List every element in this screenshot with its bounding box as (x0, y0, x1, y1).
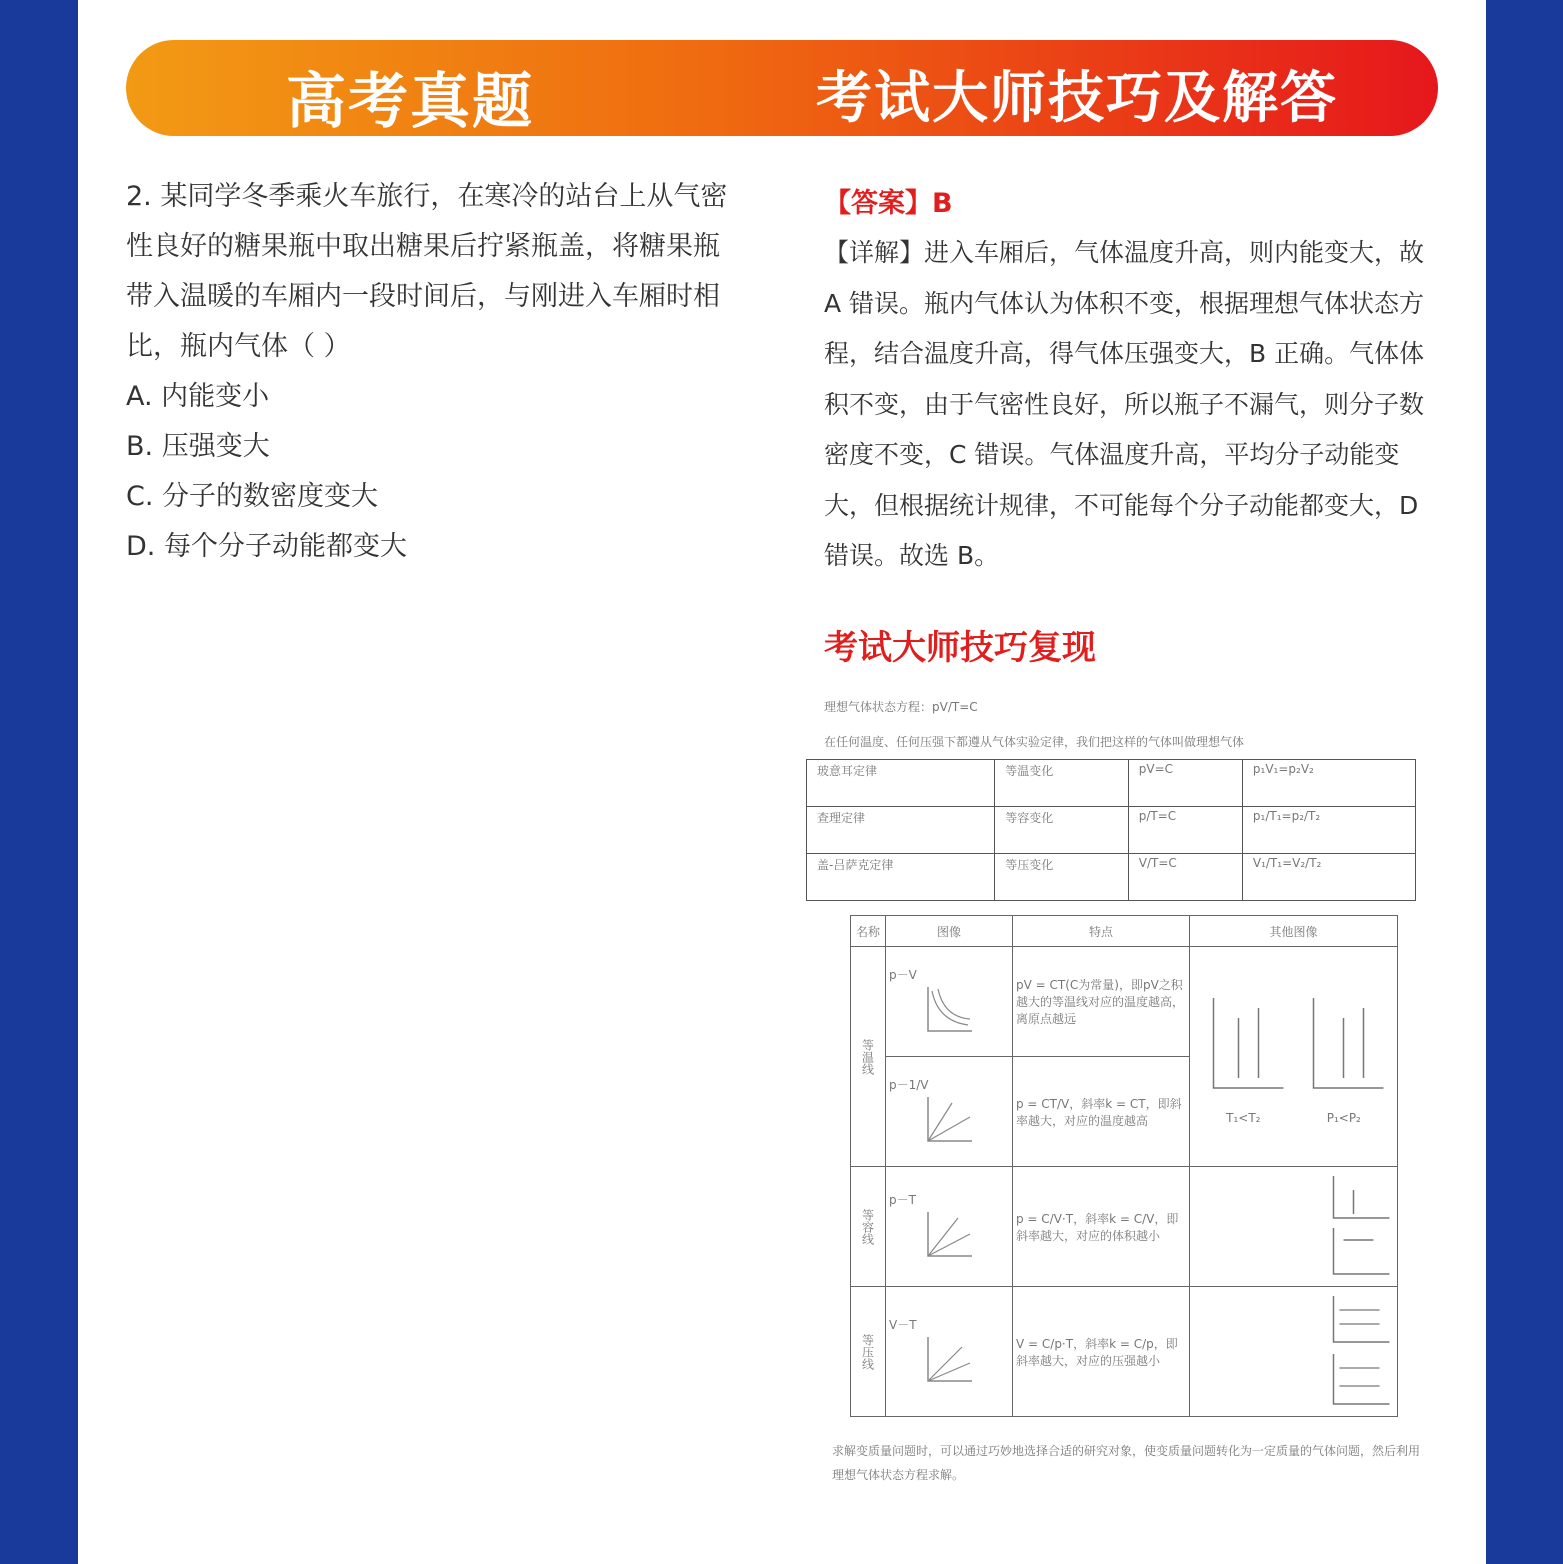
gas-graph-table (850, 915, 1398, 1417)
table-cell: p₁/T₁=p₂/T₂ (1242, 807, 1415, 854)
isobaric-other-graphs (1193, 1290, 1394, 1410)
page (78, 0, 1486, 1564)
table-row (807, 807, 1416, 854)
table-row (807, 760, 1416, 807)
axis-label: p－T (889, 1193, 916, 1207)
table-row (851, 1287, 1398, 1417)
feature-cell: p = C/V·T，斜率k = C/V，即斜率越大，对应的体积越小 (1013, 1167, 1190, 1287)
graph-cell (886, 1287, 1013, 1417)
graph-cell (886, 1057, 1013, 1167)
embedded-screenshot (802, 690, 1442, 1487)
option-a: A. 内能变小 (126, 381, 270, 412)
option-b: B. 压强变大 (126, 431, 270, 462)
other-graph-cell (1190, 947, 1398, 1167)
feature-cell: V = C/p·T，斜率k = C/p，即斜率越大，对应的压强越小 (1013, 1287, 1190, 1417)
axis-label: V－T (889, 1318, 917, 1332)
table-header: 其他图像 (1190, 916, 1398, 947)
table-cell: 等容变化 (995, 807, 1128, 854)
table-cell: 玻意耳定律 (807, 760, 995, 807)
table-row (807, 854, 1416, 901)
table-header-row (851, 916, 1398, 947)
isotherm-label: 等温线 (851, 947, 886, 1167)
gas-law-table (806, 759, 1416, 901)
table-row (851, 947, 1398, 1057)
table-cell: 盖-吕萨克定律 (807, 854, 995, 901)
table-header: 名称 (851, 916, 886, 947)
table-cell: p₁V₁=p₂V₂ (1242, 760, 1415, 807)
axis-label: p－V (889, 968, 917, 982)
graph-cell (886, 1167, 1013, 1287)
other-graph-label: T₁<T₂ (1226, 1111, 1261, 1125)
isochoric-label: 等容线 (851, 1167, 886, 1287)
other-graph-cell (1190, 1167, 1398, 1287)
section-subtitle: 考试大师技巧复现 (824, 628, 1096, 668)
feature-cell: p = CT/V，斜率k = CT，即斜率越大，对应的温度越高 (1013, 1057, 1190, 1167)
table-cell: p/T=C (1128, 807, 1242, 854)
shot-line-1: 理想气体状态方程：pV/T=C (824, 700, 978, 714)
graph-cell (886, 947, 1013, 1057)
table-cell: 等温变化 (995, 760, 1128, 807)
table-cell: V₁/T₁=V₂/T₂ (1242, 854, 1415, 901)
isobaric-graph (922, 1333, 976, 1387)
banner-left-title: 高考真题 (286, 67, 534, 137)
table-header: 图像 (886, 916, 1013, 947)
banner-right-title: 考试大师技巧及解答 (816, 66, 1338, 131)
isotherm-pv-graph (922, 983, 976, 1037)
isochoric-other-graphs (1193, 1170, 1394, 1280)
axis-label: p－1/V (889, 1078, 929, 1092)
isobaric-label: 等压线 (851, 1287, 886, 1417)
isotherm-other-graphs (1193, 988, 1394, 1108)
shot-line-2: 在任何温度、任何压强下都遵从气体实验定律，我们把这样的气体叫做理想气体 (824, 735, 1245, 749)
isochoric-graph (922, 1208, 976, 1262)
table-cell: 等压变化 (995, 854, 1128, 901)
title-banner (126, 40, 1438, 136)
table-header: 特点 (1013, 916, 1190, 947)
table-row (851, 1167, 1398, 1287)
question-block (126, 172, 736, 572)
option-c: C. 分子的数密度变大 (126, 481, 379, 512)
table-cell: V/T=C (1128, 854, 1242, 901)
method-note: 求解变质量问题时，可以通过巧妙地选择合适的研究对象，使变质量问题转化为一定质量的气体问题，然后利用理想气体状态方程求解。 (832, 1444, 1421, 1482)
table-cell: 查理定律 (807, 807, 995, 854)
isotherm-p-invV-graph (922, 1093, 976, 1147)
question-stem: 2. 某同学冬季乘火车旅行，在寒冷的站台上从气密性良好的糖果瓶中取出糖果后拧紧瓶盖，将糖果瓶带入温暖的车厢内一段时间后，与刚进入车厢时相比，瓶内气体（ ） (126, 181, 728, 362)
answer-detail: 【详解】进入车厢后，气体温度升高，则内能变大，故 A 错误。瓶内气体认为体积不变，根据理想气体状态方程，结合温度升高，得气体压强变大，B 正确。气体体积不变，由于气密性良好，所以瓶子不漏气，则分子数密度不变，C 错误。气体温度升高，平均分子动能变大，但根据统计规律，不可能每个分子动能都变大，D 错误。故选 B。 (824, 238, 1425, 570)
other-graph-label: P₁<P₂ (1326, 1111, 1361, 1125)
other-graph-cell (1190, 1287, 1398, 1417)
table-cell: pV=C (1128, 760, 1242, 807)
feature-cell: pV = CT(C为常量)，即pV之积越大的等温线对应的温度越高，离原点越远 (1013, 947, 1190, 1057)
answer-block (824, 184, 1444, 582)
answer-label: 【答案】B (824, 188, 953, 219)
option-d: D. 每个分子动能都变大 (126, 531, 407, 562)
